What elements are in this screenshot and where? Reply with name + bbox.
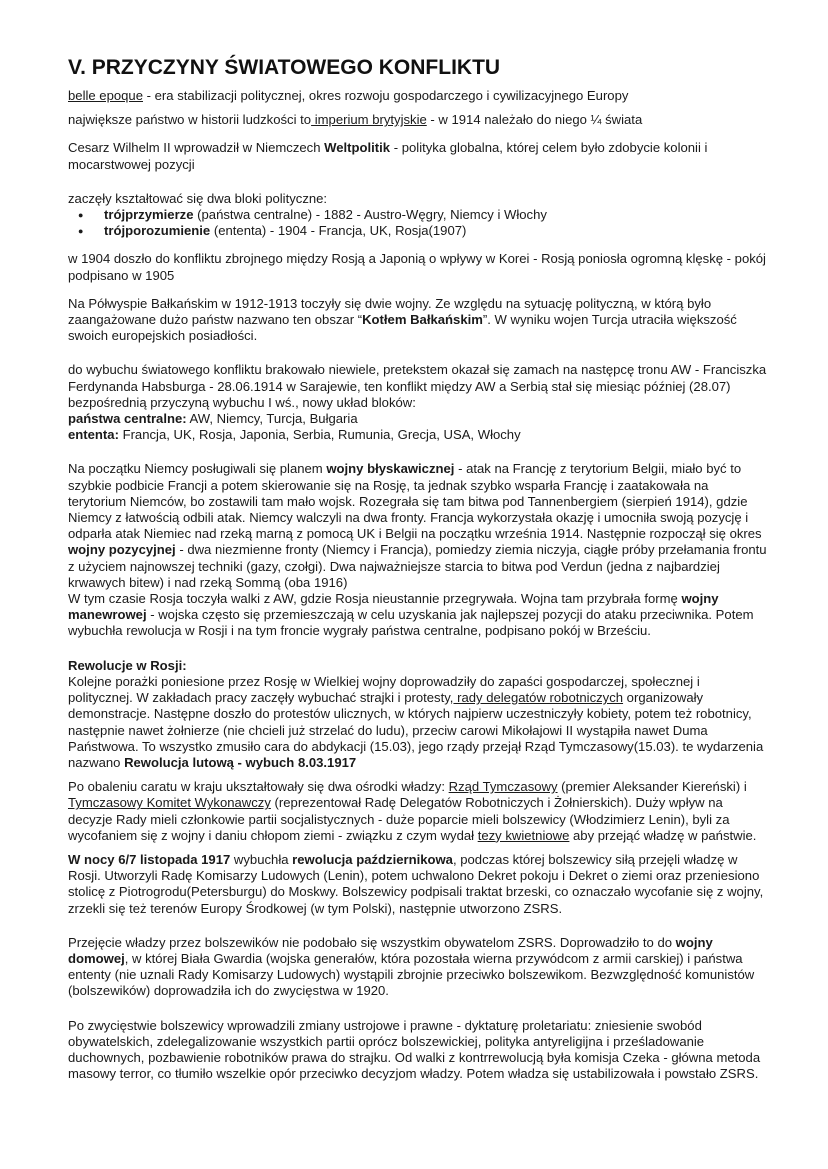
paragraph-blocs-intro: zaczęły kształtować się dwa bloki polityczne: bbox=[68, 190, 328, 206]
paragraph-dictatorship: Po zwycięstwie bolszewicy wprowadzili zmiany ustrojowe i prawne - dyktaturę proletariatu: zniesienie swobód obywatelskich, zdelegalizowanie wszystkich partii oprócz bolszewickiej, polityka antyreligijna i prześladowanie duchownych, pozbawienie robotników prawa do strajku. Od walki z kontrrewolucją była komisja Czeka - główna metoda masowy terror, co tłumiło wszelkie opór przeciwko decyzjom władzy. Potem władza się ustabilizowała i powstało ZSRS. bbox=[68, 1017, 761, 1082]
term-kociol-balkanski: Kotłem Bałkańskim bbox=[362, 312, 483, 328]
document-page bbox=[68, 56, 768, 1082]
paragraph-weltpolitik: Cesarz Wilhelm II wprowadził w Niemczech Weltpolitik - polityka globalna, której celem było zdobycie kolonii i mocarstwowej pozycji bbox=[68, 140, 708, 172]
term-belle-epoque: belle epoque bbox=[68, 88, 143, 103]
paragraph-october-revolution: W nocy 6/7 listopada 1917 wybuchła rewolucja październikowa, podczas której bolszewicy siłą przejęli władzę w Rosji. Utworzyli Radę Komisarzy Ludowych (Lenin), potem uchwalono Dekret pokoju i Dekret o ziemi oraz przeniesiono stolicę z Piotrogrodu(Petersburgu) do Moskwy. Bolszewicy podpisali traktat brzeski, co oznaczało wycofanie się z wojny, zrzekli się też terenów Europy Środkowej (w tym Polski), następnie utworzono ZSRS. bbox=[68, 851, 764, 916]
list-item: ● trójporozumienie (ententa) - 1904 - Francja, UK, Rosja(1907) bbox=[98, 223, 768, 239]
paragraph-balkans: Na Półwyspie Bałkańskim w 1912-1913 toczyły się dwie wojny. Ze względu na sytuację polityczną, w którą było zaangażowane dużo państw nazwano ten obszar “Kotłem Bałkańskim”. W wyniku wojen Turcja utraciła większość swoich europejskich posiadłości. bbox=[68, 295, 737, 344]
paragraph-dual-power: Po obaleniu caratu w kraju ukształtowały się dwa ośrodki władzy: Rząd Tymczasowy (premier Aleksander Kiereński) i Tymczasowy Komitet Wykonawczy (reprezentował Radę Delegatów Robotniczych i Żołnierskich). Duży wpływ na decyzje Rady mieli członkowie partii socjalistycznych - duże poparcie mieli bolszewicy (Włodzimierz Lenin), byli za wycofaniem się z wojny i daniu chłopom ziemi - związku z czym wydał tezy kwietniowe aby przejąć władzę w państwie. bbox=[68, 779, 757, 843]
blocs-list bbox=[68, 207, 768, 239]
term-weltpolitik: Weltpolitik bbox=[324, 140, 391, 156]
paragraph-war-outbreak: do wybuchu światowego konfliktu brakowało niewiele, pretekstem okazał się zamach na następcę tronu AW - Franciszka Ferdynanda Habsburga - 28.06.1914 w Sarajewie, ten konflikt między AW a Serbią stał się miesiąc później (28.07) bezpośrednią przyczyną wybuchu I wś., nowy układ bloków: państwa centralne: AW, Niemcy, Turcja, Bułgaria ententa: Francja, UK, Rosja, Japonia, Serbia, Rumunia, Grecja, USA, Włochy bbox=[68, 362, 767, 443]
page-title: V. PRZYCZYNY ŚWIATOWEGO KONFLIKTU bbox=[68, 56, 501, 79]
paragraph-revolutions: Rewolucje w Rosji: Kolejne porażki poniesione przez Rosję w Wielkiej wojny doprowadziły do zapaści gospodarczej, społecznej i politycznej. W zakładach pracy zaczęły wybuchać strajki i protesty, rady delegatów robotniczych organizowały demonstracje. Następne doszło do protestów ulicznych, w których najpierw uczestniczyły kobiety, potem też robotnicy, następnie nawet żołnierze (nie chcieli już strzelać do ludu), przeciw carowi Mikołajowi II wystąpiła nawet Duma Państwowa. To wszystko zmusiło cara do abdykacji (15.03), jego rządy przejął Rząd Tymczasowy(15.03). te wydarzenia nazwano Rewolucja lutową - wybuch 8.03.1917 bbox=[68, 657, 764, 770]
paragraph-russo-japanese-war: w 1904 doszło do konfliktu zbrojnego między Rosją a Japonią o wpływy w Korei - Rosją poniosła ogromną klęskę - pokój podpisano w 1905 bbox=[68, 251, 766, 283]
paragraph-belle-epoque: belle epoque - era stabilizacji politycznej, okres rozwoju gospodarczego i cywilizacyjnego Europy bbox=[68, 88, 629, 103]
list-item: ● trójprzymierze (państwa centralne) - 1882 - Austro-Węgry, Niemcy i Włochy bbox=[98, 207, 768, 223]
paragraph-british-empire: największe państwo w historii ludzkości to imperium brytyjskie - w 1914 należało do niego ¼ świata bbox=[68, 112, 643, 128]
term-british-empire: imperium brytyjskie bbox=[311, 112, 427, 128]
paragraph-war-course: Na początku Niemcy posługiwali się planem wojny błyskawicznej - atak na Francję z terytorium Belgii, miało być to szybkie podbicie Francji a potem skierowanie się na Rosję, ta jednak szybko wsparła Francję i zaatakowała na terytorium Niemców, bo zostawili tam mało wojsk. Rozegrała się tam bitwa pod Tannenbergiem (sierpień 1914), gdzie Niemcy z łatwością odbili atak. Niemcy walczyli na dwa fronty. Francja wykorzystała okazję i umocniła swoją pozycję i odparła atak Niemiec nad rzeką marną z pomocą UK i Belgii na początku września 1914. Następnie rozpoczął się okres wojny pozycyjnej - dwa niezmienne fronty (Niemcy i Francja), pomiedzy ziemia niczyja, ciągłe próby przełamania frontu z użyciem najnowszej techniki (gazy, czołgi). Dwa najważniejsze starcia to bitwa pod Verdun (jedna z najbardziej krwawych bitew) i nad rzeką Sommą (oba 1916) W tym czasie Rosja toczyła walki z AW, gdzie Rosja nieustannie przegrywała. Wojna tam przybrała formę wojny manewrowej - wojska często się przemieszczają w celu uzyskania jak najlepszej pozycji do ataku przeciwnika. Potem wybuchła rewolucja w Rosji i na tym froncie wygrały państwa centralne, podpisano pokój w Brześciu. bbox=[68, 461, 767, 639]
section-heading-revolutions: Rewolucje w Rosji: bbox=[68, 657, 187, 673]
paragraph-civil-war: Przejęcie władzy przez bolszewików nie podobało się wszystkim obywatelom ZSRS. Doprowadziło to do wojny domowej, w której Biała Gwardia (wojska generałów, która pozostała wierna przywódcom z armii carskiej) i państwa ententy (nie uznali Rady Komisarzy Ludowych) wystąpili zbrojnie przeciwko bolszewikom. Bezwzględność komunistów (bolszewików) doprowadziła ich do zwycięstwa w 1920. bbox=[68, 934, 755, 999]
